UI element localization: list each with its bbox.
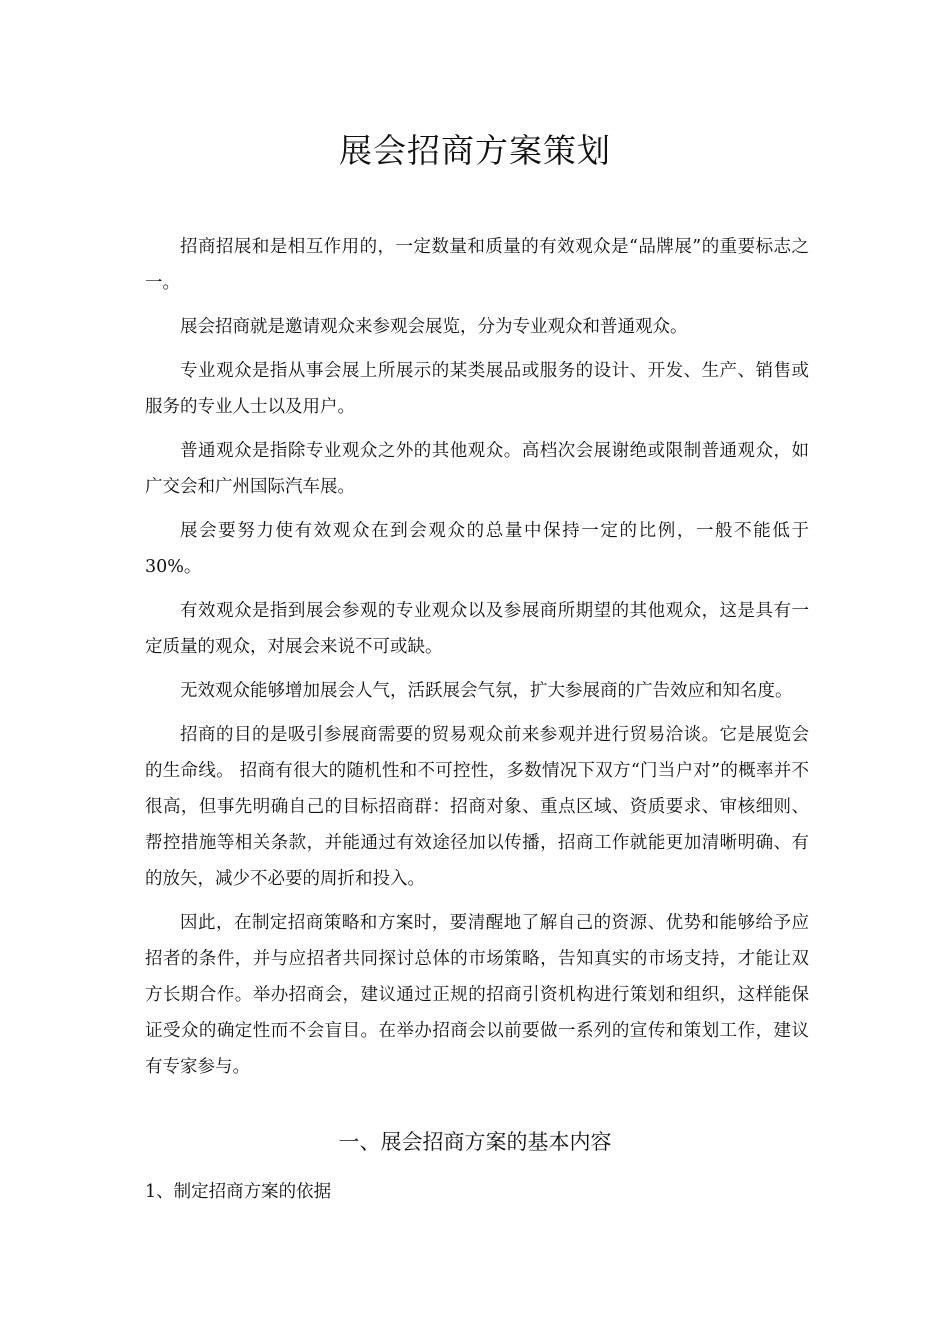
paragraph-5: 展会要努力使有效观众在到会观众的总量中保持一定的比例，一般不能低于30%。 [145,521,809,577]
paragraph-2: 展会招商就是邀请观众来参观会展览，分为专业观众和普通观众。 [180,317,688,337]
paragraph-3: 专业观众是指从事会展上所展示的某类展品或服务的设计、开发、生产、销售或服务的专业人士以及用户。 [145,361,809,417]
sub-heading: 1、制定招商方案的依据 [145,1182,332,1202]
paragraph-6: 有效观众是指到展会参观的专业观众以及参展商所期望的其他观众，这是具有一定质量的观众，对展会来说不可或缺。 [145,601,809,657]
paragraph-9: 因此，在制定招商策略和方案时，要清醒地了解自己的资源、优势和能够给予应招者的条件，并与应招者共同探讨总体的市场策略，告知真实的市场支持，才能让双方长期合作。举办招商会，建议通过正规的招商引资机构进行策划和组织，这样能保证受众的确定性而不会盲目。在举办招商会以前要做一系列的宣传和策划工作，建议有专家参与。 [145,913,809,1077]
paragraph-7: 无效观众能够增加展会人气，活跃展会气氛，扩大参展商的广告效应和知名度。 [180,681,793,701]
paragraph-1: 招商招展和是相互作用的，一定数量和质量的有效观众是“品牌展”的重要标志之一。 [145,237,809,293]
body-text [145,229,809,1093]
document-title: 展会招商方案策划 [339,131,611,170]
paragraph-8: 招商的目的是吸引参展商需要的贸易观众前来参观并进行贸易洽谈。它是展览会的生命线。 招商有很大的随机性和不可控性，多数情况下双方“门当户对”的概率并不很高，但事先明确自己的目标招商群：招商对象、重点区域、资质要求、审核细则、帮控措施等相关条款，并能通过有效途径加以传播，招商工作就能更加清晰明确、有的放矢，减少不必要的周折和投入。 [145,725,809,889]
section-heading: 一、展会招商方案的基本内容 [338,1130,612,1154]
paragraph-4: 普通观众是指除专业观众之外的其他观众。高档次会展谢绝或限制普通观众，如广交会和广州国际汽车展。 [145,441,809,497]
